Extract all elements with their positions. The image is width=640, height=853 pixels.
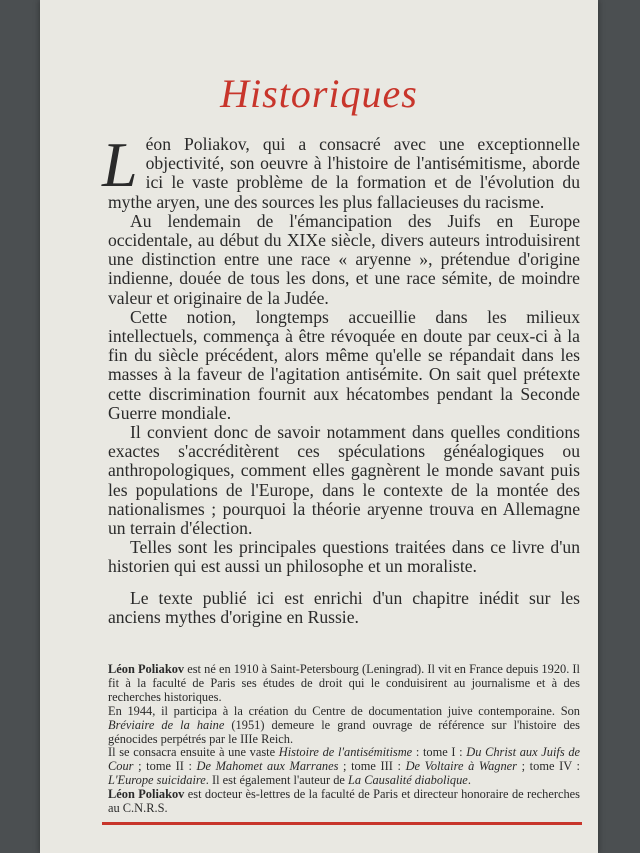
bio-paragraph-4 (108, 788, 580, 816)
blurb-paragraph-3: Cette notion, longtemps accueillie dans les milieux intellectuels, commença à être révoquée en doute par ceux-ci à la fin du siècle précédent, alors même qu'elle se répandait dans les masses à la faveur de l'agitation antisémite. On sait quel prétexte cette discrimination fournit aux hécatombes pendant la Seconde Guerre mondiale. (108, 306, 580, 423)
book-title-histoire: Histoire de l'antisémitisme (278, 745, 413, 760)
blurb-paragraph-2: Au lendemain de l'émancipation des Juifs en Europe occidentale, au début du XIXe siècle, divers auteurs introduisirent une distinction entre une race « aryenne », prétendue d'origine indienne, douée de tous les dons, et une race sémite, de moindre valeur et originaire de la Judée. (108, 210, 580, 308)
author-name: Léon Poliakov (108, 662, 185, 676)
bio-text-4: est docteur ès-lettres de la faculté de Paris et directeur honoraire de recherches au C.N.R.S. (108, 787, 580, 816)
volume-1-title: Du Christ aux Juifs de Cour (108, 745, 581, 774)
bio-text-3c: ; tome II : (133, 759, 197, 774)
bio-text-3d: ; tome III : (338, 759, 406, 774)
blurb-paragraph-5: Telles sont les principales questions traitées dans ce livre d'un historien qui est aussi un philosophe et un moraliste. (108, 537, 580, 577)
author-name-2: Léon Poliakov (108, 787, 185, 802)
blurb-paragraph-6: Le texte publié ici est enrichi d'un chapitre inédit sur les anciens mythes d'origine en Russie. (108, 587, 580, 627)
bio-text-3a: Il se consacra ensuite à une vaste (108, 745, 279, 760)
bio-paragraph-2 (108, 705, 580, 747)
blurb-paragraph-1-text: éon Poliakov, qui a consacré avec une exceptionnelle objectivité, son oeuvre à l'histoire de l'antisémitisme, aborde ici le vaste problème de la formation et de l'évolution du mythe aryen, une des sources les plus fallacieuses du racisme. (108, 134, 580, 212)
bio-text-3b: : tome I : (412, 745, 467, 760)
blurb-paragraph-4: Il convient donc de savoir notamment dans quelles conditions exactes s'accréditèrent ces spéculations généalogiques ou anthropologiques, comment elles gagnèrent le monde savant puis les populations de l'Europe, dans le contexte de la montée des nationalismes ; pourquoi la théorie aryenne trouva en Allemagne un terrain d'élection. (108, 422, 580, 539)
blurb (102, 129, 580, 627)
drop-cap: L (102, 129, 138, 200)
bio-paragraph-3 (108, 746, 580, 788)
blurb-paragraph-1 (102, 129, 580, 212)
book-back-cover (40, 0, 598, 853)
volume-4-title: L'Europe suicidaire (108, 773, 206, 788)
bio-text-3g: . (467, 773, 471, 788)
volume-2-title: De Mahomet aux Marranes (196, 759, 339, 774)
author-bio (108, 663, 580, 816)
bio-text-1: est né en 1910 à Saint-Petersbourg (Leningrad). Il vit en France depuis 1920. Il fit à la faculté de Paris ses études de droit qui le conduisirent au journalisme et à des recherches historiques. (108, 662, 581, 704)
bio-paragraph-1 (108, 663, 580, 705)
bio-text-2a: En 1944, il participa à la création du Centre de documentation juive contemporaine. Son (108, 703, 580, 718)
bio-text-3e: ; tome IV : (516, 759, 580, 774)
series-title: Historiques (220, 71, 418, 116)
bio-text-2b: (1951) demeure le grand ouvrage de référence sur l'histoire des génocides perpétrés par le IIIe Reich. (108, 717, 580, 746)
book-title-causalite: La Causalité diabolique (348, 773, 468, 788)
book-title-breviaire: Bréviaire de la haine (108, 717, 225, 732)
volume-3-title: De Voltaire à Wagner (405, 759, 517, 774)
red-rule (102, 822, 582, 825)
bio-text-3f: . Il est également l'auteur de (205, 773, 349, 788)
